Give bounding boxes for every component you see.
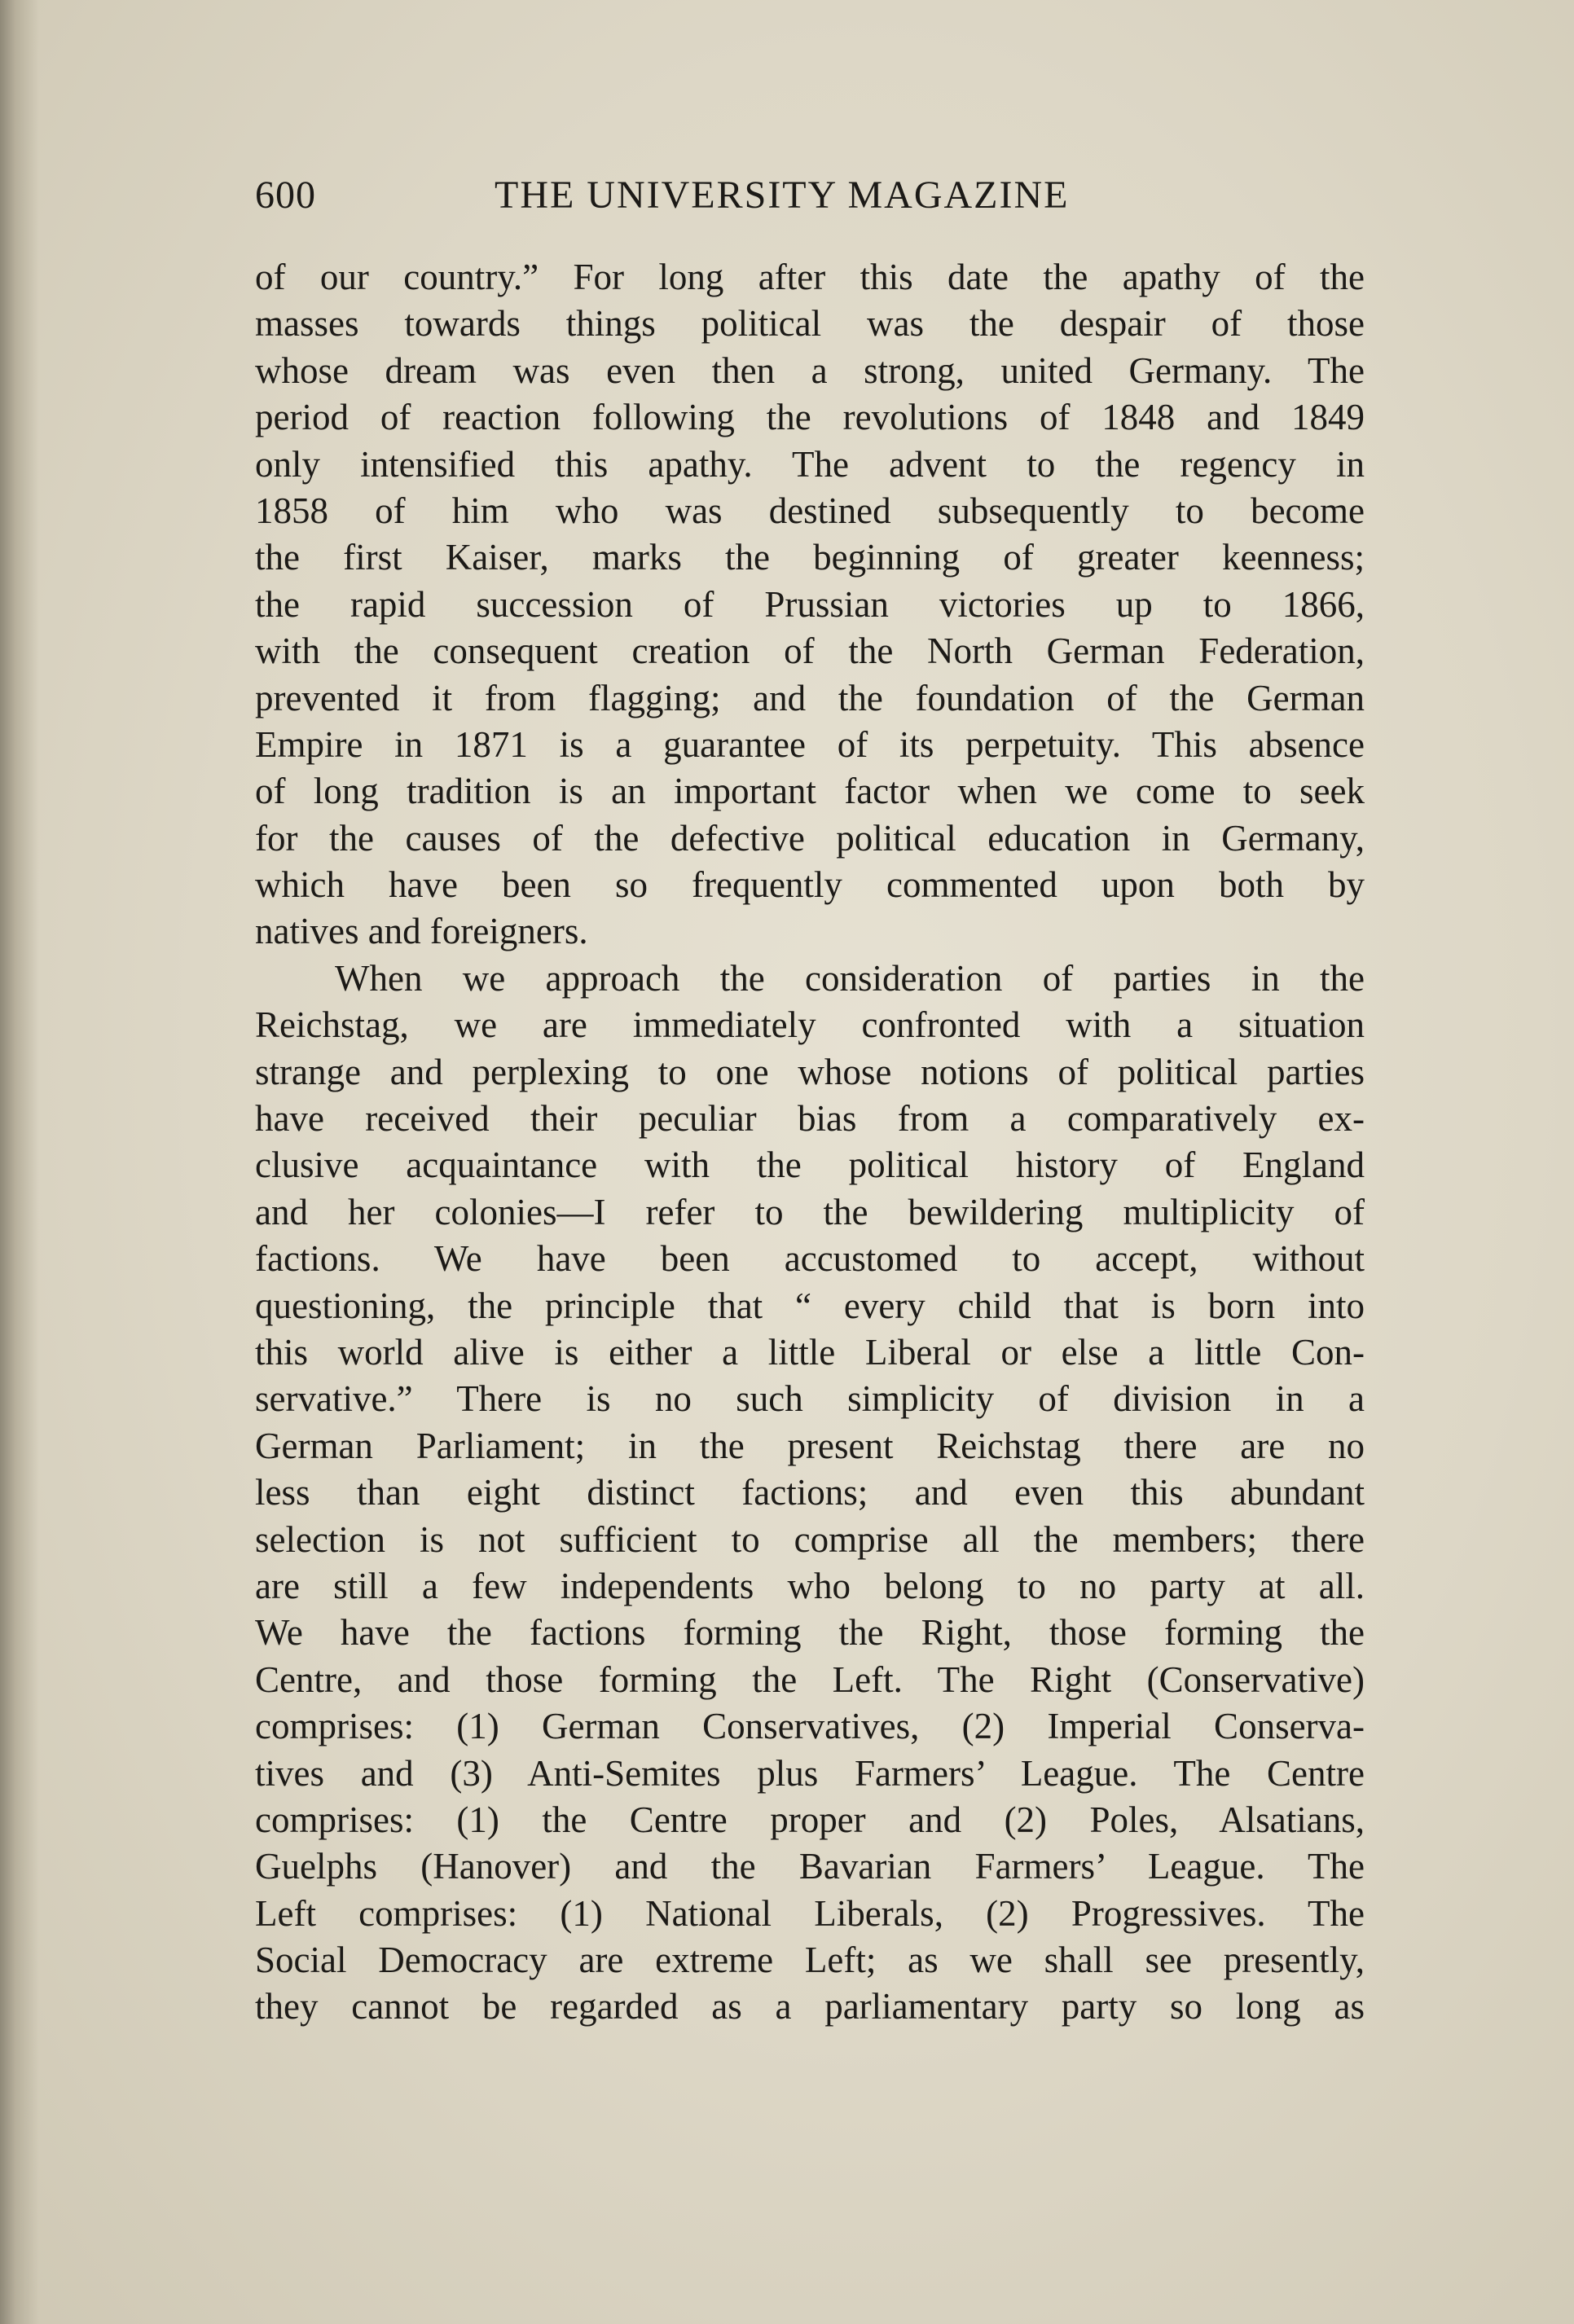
binding-shadow	[0, 0, 39, 2324]
text-line: only intensified this apathy. The advent to the regency in	[255, 443, 1365, 485]
text-line: When we approach the consideration of parties in the	[335, 957, 1365, 999]
text-line: 1858 of him who was destined subsequently to become	[255, 490, 1365, 531]
text-line: which have been so frequently commented upon both by	[255, 864, 1365, 906]
text-line: masses towards things political was the despair of those	[255, 303, 1365, 345]
text-line: have received their peculiar bias from a comparatively ex-	[255, 1098, 1365, 1140]
text-line: of long tradition is an important factor when we come to seek	[255, 771, 1365, 812]
text-line: less than eight distinct factions; and even this abundant	[255, 1472, 1365, 1513]
text-line: We have the factions forming the Right, those forming the	[255, 1612, 1365, 1654]
text-line: Social Democracy are extreme Left; as we shall see presently,	[255, 1940, 1365, 1981]
text-line: Reichstag, we are immediately confronted with a situation	[255, 1004, 1365, 1046]
text-line: whose dream was even then a strong, united Germany. The	[255, 349, 1365, 391]
text-line: tives and (3) Anti-Semites plus Farmers’ League. The Centre	[255, 1752, 1365, 1794]
text-line: selection is not sufficient to comprise all the members; there	[255, 1518, 1365, 1560]
text-line: comprises: (1) the Centre proper and (2) Poles, Alsatians,	[255, 1799, 1365, 1840]
text-line: of our country.” For long after this date the apathy of the	[255, 257, 1365, 297]
text-line: prevented it from flagging; and the foundation of the German	[255, 677, 1365, 718]
text-line: for the causes of the defective political education in Germany,	[255, 817, 1365, 859]
text-line: and her colonies—I refer to the bewildering multiplicity of	[255, 1191, 1365, 1232]
text-line: servative.” There is no such simplicity of division in a	[255, 1378, 1365, 1420]
text-line: German Parliament; in the present Reichstag there are no	[255, 1425, 1365, 1466]
text-line: they cannot be regarded as a parliamentary party so long as	[255, 1986, 1365, 2027]
text-line: Empire in 1871 is a guarantee of its perpetuity. This absence	[255, 723, 1365, 765]
text-line: comprises: (1) German Conservatives, (2) Imperial Conserva-	[255, 1706, 1365, 1747]
text-line: the rapid succession of Prussian victories up to 1866,	[255, 583, 1365, 625]
paragraph-2	[255, 956, 1365, 2031]
text-line: with the consequent creation of the North German Federation,	[255, 630, 1365, 672]
text-line: Left comprises: (1) National Liberals, (2) Progressives. The	[255, 1892, 1365, 1934]
text-line: this world alive is either a little Liberal or else a little Con-	[255, 1331, 1365, 1373]
body-text	[255, 254, 1365, 2031]
text-line: the first Kaiser, marks the beginning of greater keenness;	[255, 537, 1365, 578]
page-header	[255, 173, 1379, 222]
text-line: natives and foreigners.	[255, 911, 588, 952]
page-number: 600	[255, 174, 316, 217]
text-line: factions. We have been accustomed to accept, without	[255, 1238, 1365, 1280]
text-line: clusive acquaintance with the political history of England	[255, 1144, 1365, 1186]
text-line: Centre, and those forming the Left. The Right (Conservative)	[255, 1658, 1365, 1700]
text-line: Guelphs (Hanover) and the Bavarian Farmers’ League. The	[255, 1846, 1365, 1887]
text-line: are still a few independents who belong to no party at all.	[255, 1565, 1365, 1606]
running-title: THE UNIVERSITY MAGAZINE	[495, 174, 1070, 217]
paragraph-1	[255, 254, 1365, 956]
text-line: period of reaction following the revolutions of 1848 and 1849	[255, 397, 1365, 438]
text-line: questioning, the principle that “ every child that is born into	[255, 1285, 1365, 1326]
text-line: strange and perplexing to one whose notions of political parties	[255, 1051, 1365, 1092]
